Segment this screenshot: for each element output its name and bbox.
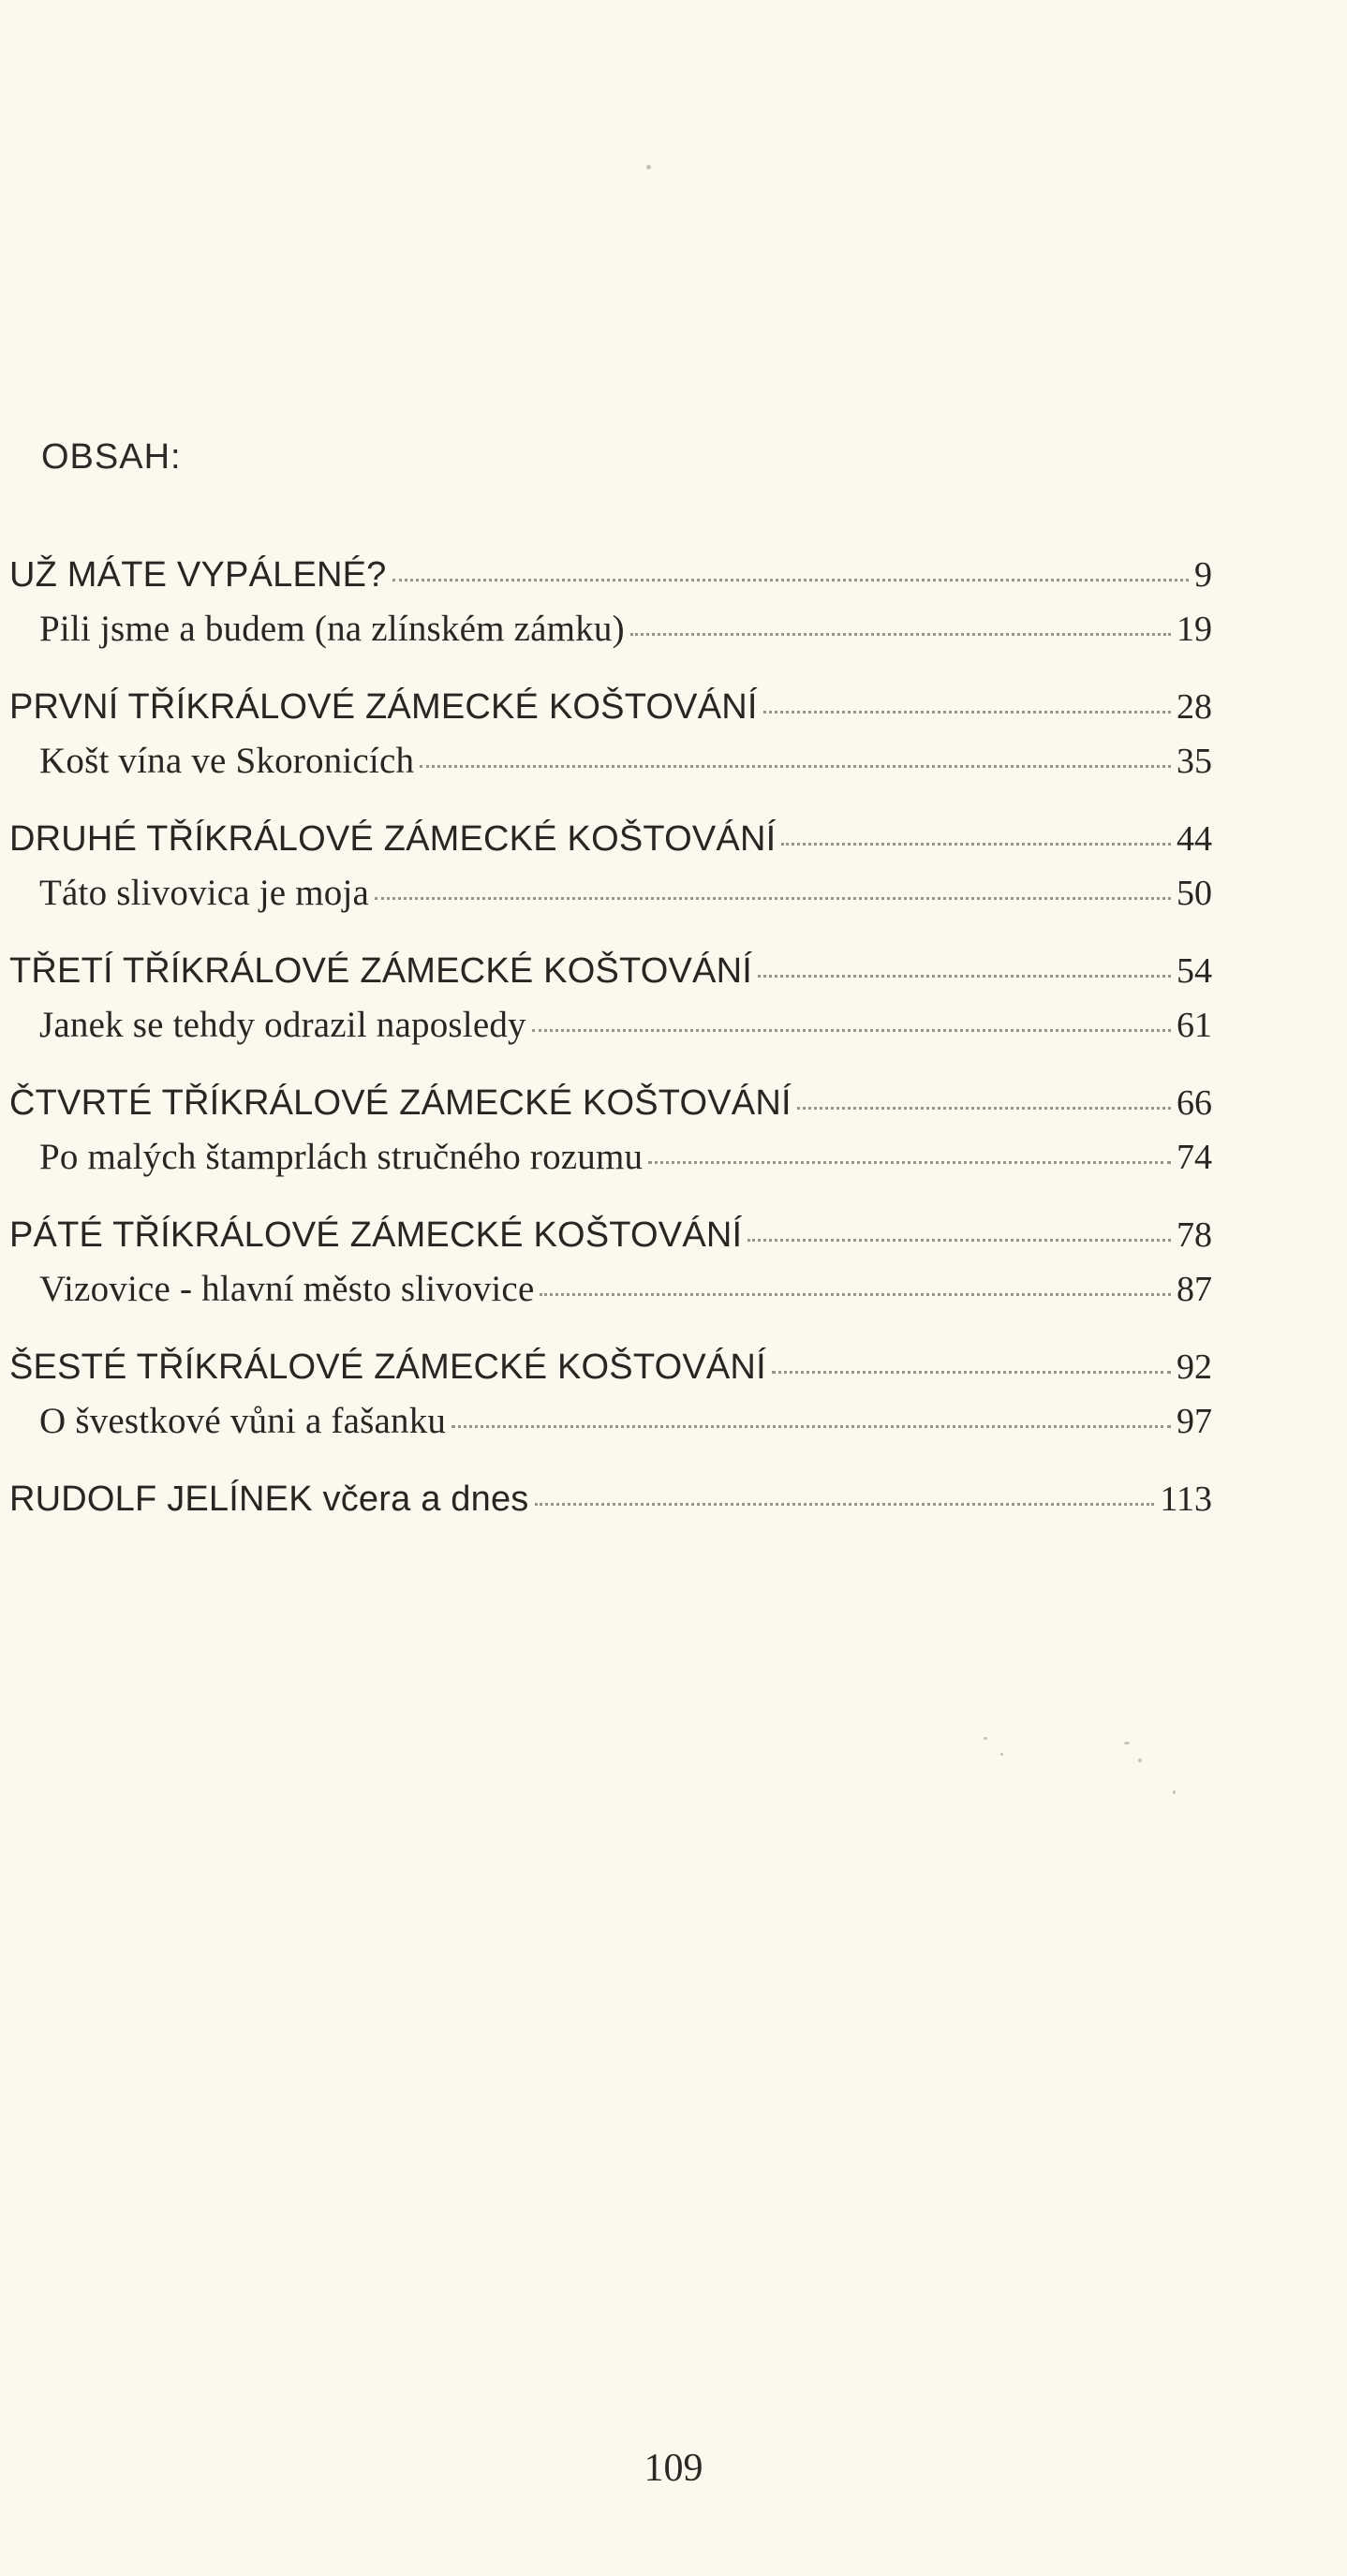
dot-leader [763, 711, 1171, 714]
toc-entry-page: 66 [1177, 1083, 1212, 1123]
toc-entry-page: 113 [1160, 1479, 1212, 1519]
toc-entry-page: 35 [1177, 742, 1212, 781]
toc-entry-title: DRUHÉ TŘÍKRÁLOVÉ ZÁMECKÉ KOŠTOVÁNÍ [9, 819, 777, 859]
dot-leader [392, 579, 1189, 581]
toc-entry-chapter [9, 686, 1212, 728]
toc-entry-title: Po malých štamprlách stručného rozumu [39, 1137, 644, 1177]
toc-entry-chapter [9, 1082, 1212, 1124]
toc-entry-title: Táto slivovica je moja [39, 873, 370, 913]
toc-entry-page: 44 [1177, 819, 1212, 859]
toc-entry-page: 92 [1177, 1347, 1212, 1387]
toc-entry-page: 61 [1177, 1006, 1212, 1045]
dot-leader [420, 765, 1171, 768]
toc-heading: OBSAH: [41, 437, 182, 477]
toc-entry-page: 78 [1177, 1215, 1212, 1255]
paper-speck [646, 165, 651, 169]
toc-entry-title: PRVNÍ TŘÍKRÁLOVÉ ZÁMECKÉ KOŠTOVÁNÍ [9, 687, 758, 727]
toc-entry-title: Vizovice - hlavní město slivovice [39, 1269, 535, 1309]
dot-leader [540, 1293, 1171, 1296]
toc-entry-page: 97 [1177, 1402, 1212, 1441]
toc-entry-chapter [9, 1479, 1212, 1520]
paper-speck [1173, 1790, 1176, 1794]
dot-leader [375, 897, 1171, 900]
toc-entry-chapter [9, 1214, 1212, 1256]
toc-entry-subchapter [39, 741, 1212, 782]
paper-speck [1000, 1753, 1003, 1756]
dot-leader [772, 1371, 1171, 1374]
toc-entry-page: 28 [1177, 687, 1212, 727]
toc-entry-title: ŠESTÉ TŘÍKRÁLOVÉ ZÁMECKÉ KOŠTOVÁNÍ [9, 1347, 766, 1387]
toc-entry-page: 74 [1177, 1138, 1212, 1177]
toc-entry-subchapter [39, 1401, 1212, 1442]
toc-entry-title: UŽ MÁTE VYPÁLENÉ? [9, 555, 387, 595]
toc-entry-subchapter [39, 1005, 1212, 1046]
paper-speck [1138, 1759, 1142, 1762]
toc-entry-chapter [9, 554, 1212, 596]
toc-entry-page: 54 [1177, 951, 1212, 991]
toc-entry-title: RUDOLF JELÍNEK včera a dnes [9, 1479, 529, 1519]
dot-leader [781, 843, 1171, 846]
toc-entry-title: ČTVRTÉ TŘÍKRÁLOVÉ ZÁMECKÉ KOŠTOVÁNÍ [9, 1083, 792, 1123]
toc-entry-subchapter [39, 1137, 1212, 1178]
toc-entry-subchapter [39, 609, 1212, 650]
toc-entry-title: Košt vína ve Skoronicích [39, 741, 415, 781]
dot-leader [535, 1503, 1155, 1506]
dot-leader [748, 1239, 1171, 1242]
paper-speck [984, 1737, 987, 1740]
toc-entry-page: 19 [1177, 610, 1212, 649]
dot-leader [451, 1425, 1171, 1428]
toc-entry-title: Janek se tehdy odrazil naposledy [39, 1005, 526, 1045]
toc-entry-title: O švestkové vůni a fašanku [39, 1401, 447, 1441]
dot-leader [630, 633, 1171, 636]
toc-entry-page: 9 [1194, 555, 1212, 595]
dot-leader [648, 1161, 1171, 1164]
dot-leader [797, 1107, 1171, 1110]
toc-entry-subchapter [39, 1269, 1212, 1310]
toc-entry-title: Pili jsme a budem (na zlínském zámku) [39, 609, 625, 649]
toc-entry-chapter [9, 818, 1212, 860]
toc-entry-page: 87 [1177, 1270, 1212, 1309]
dot-leader [532, 1029, 1171, 1032]
toc-entry-chapter [9, 950, 1212, 992]
toc-entry-chapter [9, 1347, 1212, 1388]
dot-leader [758, 975, 1171, 978]
toc-entry-page: 50 [1177, 874, 1212, 913]
page-number: 109 [644, 2447, 703, 2490]
paper-speck [1124, 1742, 1130, 1744]
toc-entry-title: TŘETÍ TŘÍKRÁLOVÉ ZÁMECKÉ KOŠTOVÁNÍ [9, 951, 752, 991]
toc-entry-subchapter [39, 873, 1212, 914]
toc-entry-title: PÁTÉ TŘÍKRÁLOVÉ ZÁMECKÉ KOŠTOVÁNÍ [9, 1215, 743, 1255]
